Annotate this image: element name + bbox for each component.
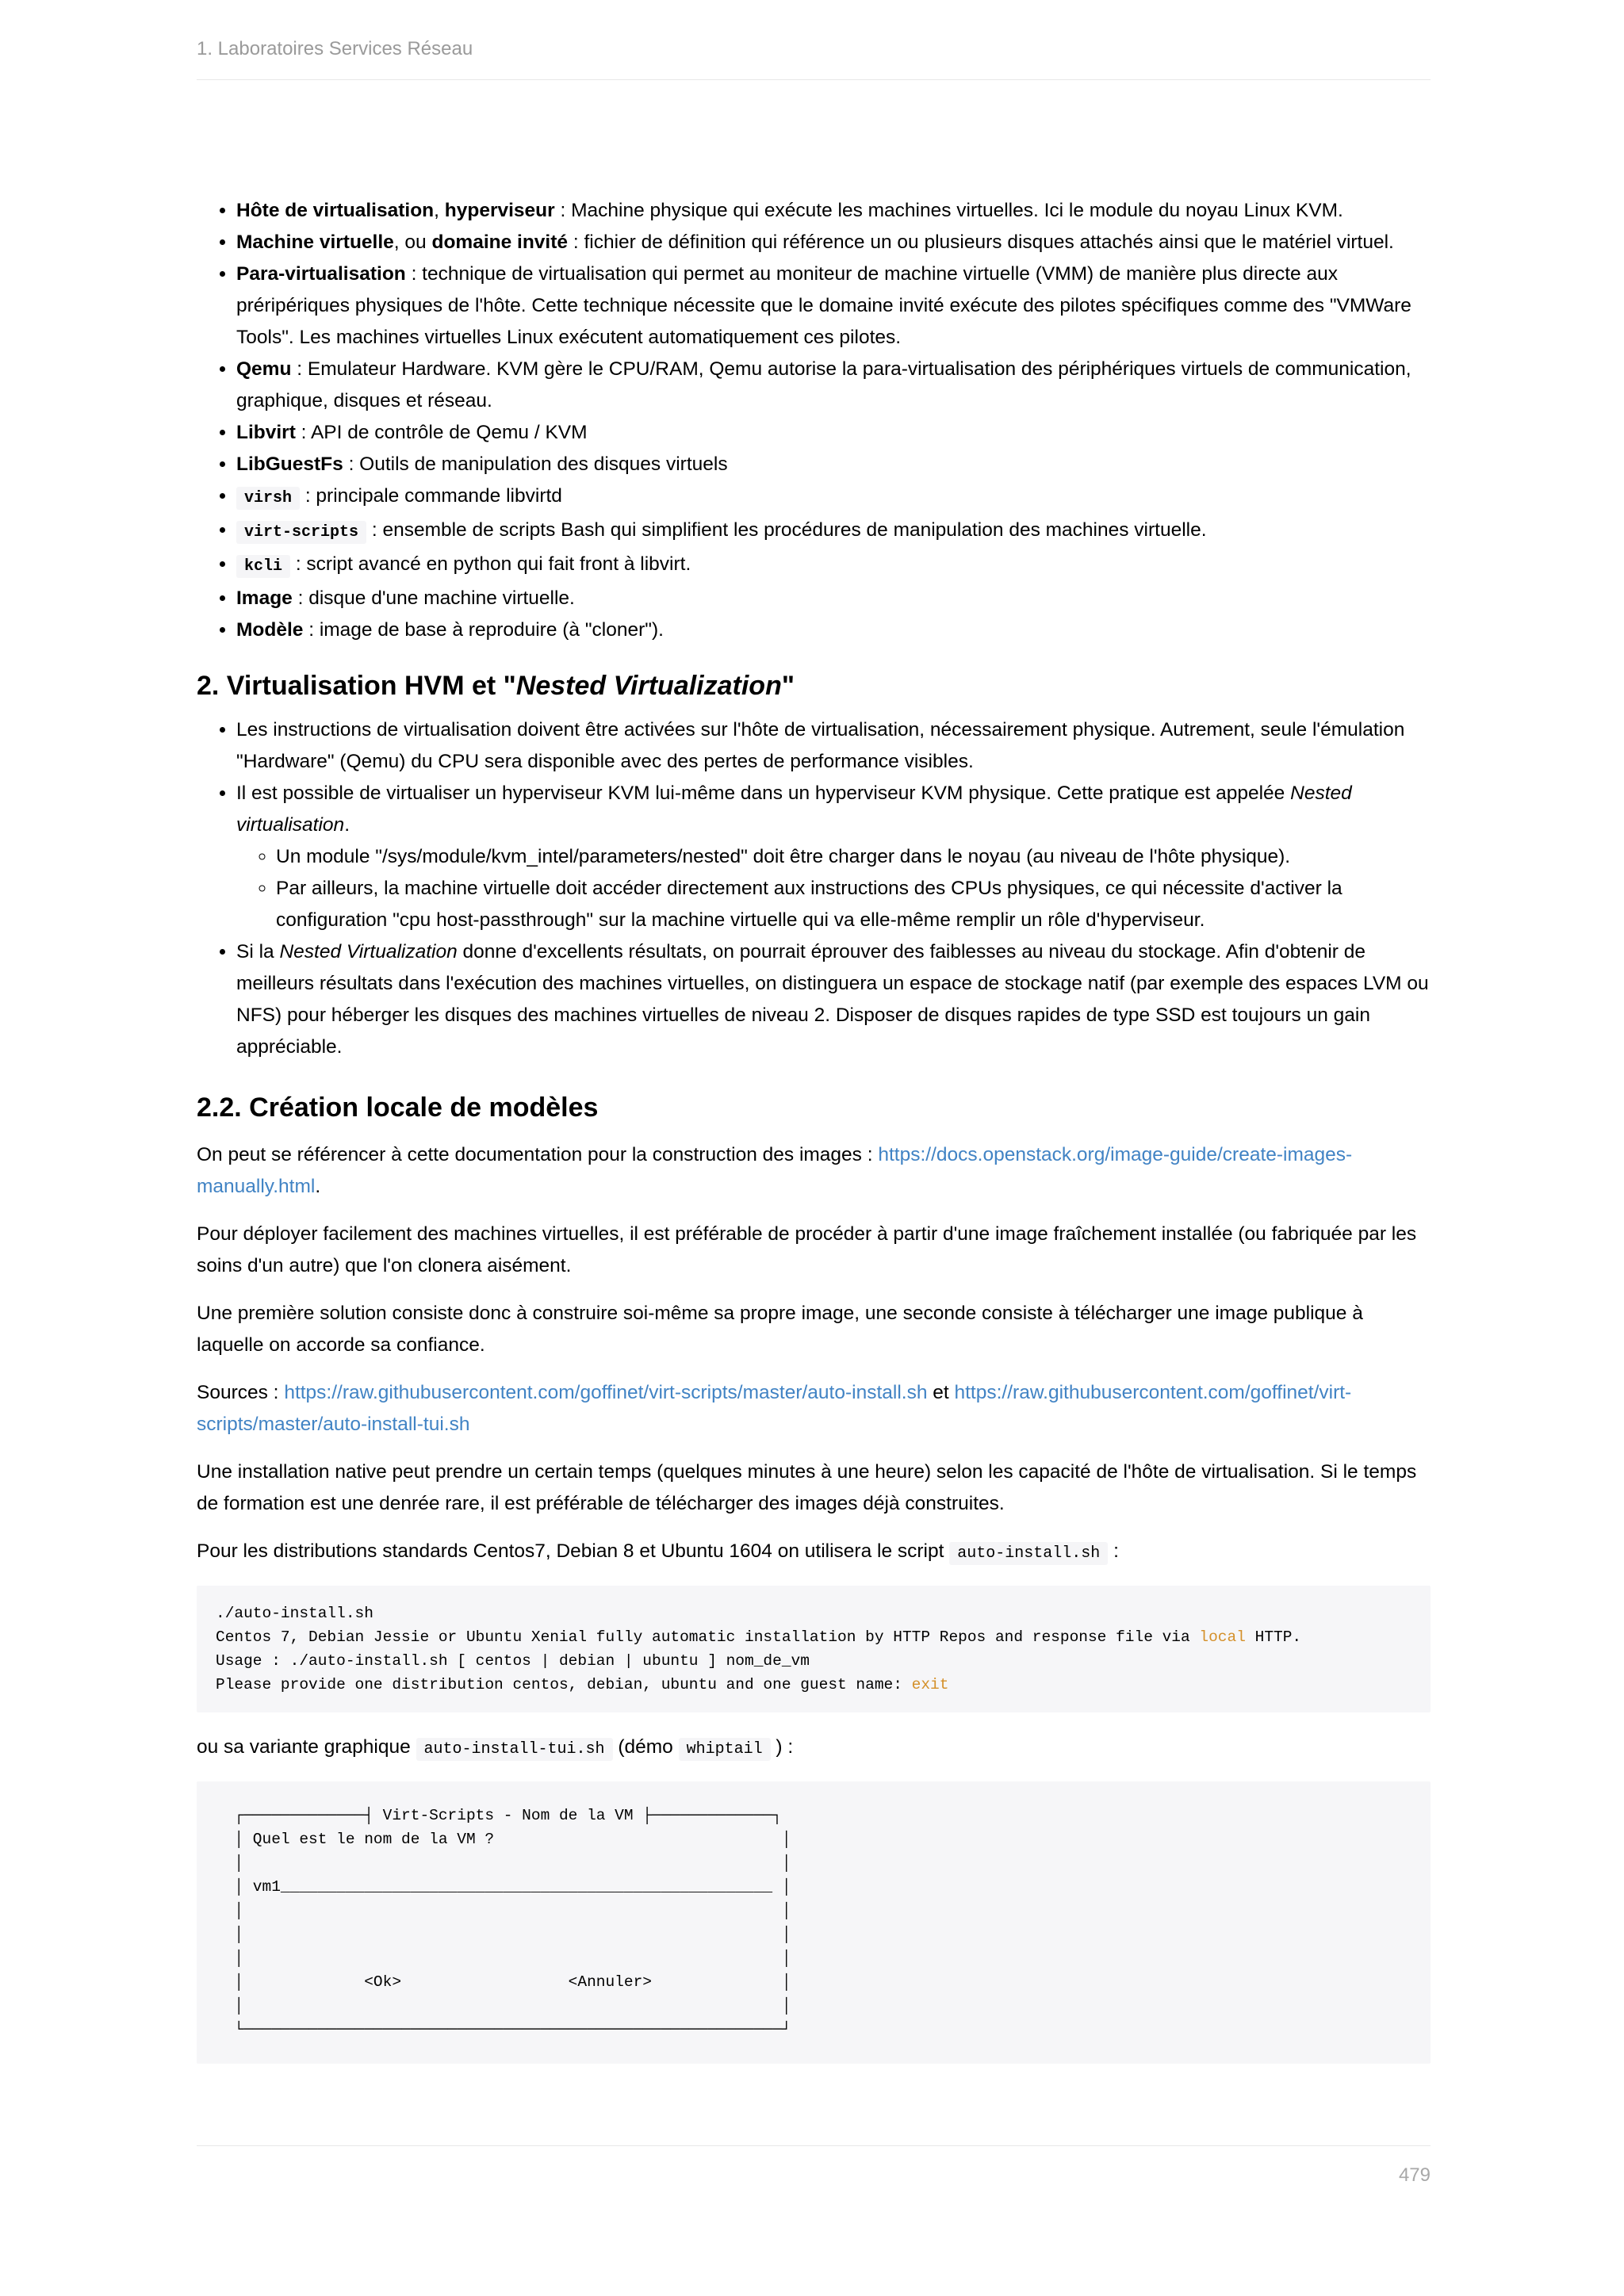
text-run: Il est possible de virtualiser un hyperviseur KVM lui-même dans un hyperviseur KVM physique. Cette pratique est appelée (236, 783, 1291, 804)
hvm-sub-bullet (276, 841, 1431, 873)
inline-code: auto-install.sh (949, 1542, 1108, 1565)
tui-line: │ Quel est le nom de la VM ? │ (216, 1831, 791, 1848)
heading-hvm-suffix: " (781, 671, 795, 701)
text-run: Pour déployer facilement des machines virtuelles, il est préférable de procéder à partir d'une image fraîchement installée (ou fabriquée par les soins d'un autre) que l'on clonera aisément. (197, 1223, 1417, 1276)
code-line (216, 1628, 1301, 1646)
glossary-item (236, 258, 1431, 354)
text-run: Usage : ./auto-install.sh [ centos | debian | ubuntu ] nom_de_vm (216, 1652, 810, 1670)
heading-local-models: 2.2. Création locale de modèles (197, 1093, 599, 1123)
hvm-sub-list (236, 841, 1431, 936)
tui-line: │ │ (216, 1926, 791, 1943)
hvm-bullet (236, 714, 1431, 778)
hvm-bullet (236, 936, 1431, 1063)
text-run: : image de base à reproduire (à "cloner"). (303, 619, 664, 641)
heading-hvm-prefix: 2. Virtualisation HVM et " (197, 671, 516, 701)
text-run: Centos 7, Debian Jessie or Ubuntu Xenial fully automatic installation by HTTP Repos and response file via (216, 1628, 1200, 1646)
text-run: : ensemble de scripts Bash qui simplifient les procédures de manipulation des machines virtuelle. (366, 519, 1207, 541)
text-run: (démo (612, 1736, 679, 1758)
bold-term: Modèle (236, 619, 304, 641)
tui-line: └──────────────────────────────────────────────────────────┘ (216, 2021, 791, 2038)
text-run: ./auto-install.sh (216, 1605, 373, 1622)
inline-code: kcli (236, 555, 290, 578)
page-number: 479 (1398, 2164, 1431, 2186)
text-run: ou sa variante graphique (197, 1736, 416, 1758)
italic-term: Nested Virtualization (279, 941, 458, 962)
hvm-bullet-list (197, 714, 1431, 1063)
text-run: : Outils de manipulation des disques virtuels (343, 453, 728, 475)
tui-line: │ │ (216, 1950, 791, 1967)
text-run: et (927, 1382, 955, 1403)
text-run: Par ailleurs, la machine virtuelle doit accéder directement aux instructions des CPUs physiques, ce qui nécessite d'activer la configuration "cpu host-passthrough" sur la machine virtuelle qui va elle-même remplir un rôle d'hyperviseur. (276, 878, 1342, 931)
text-run: Please provide one distribution centos, debian, ubuntu and one guest name: (216, 1676, 912, 1693)
body-paragraph (197, 1377, 1431, 1441)
page-content (197, 195, 1431, 2083)
glossary-item (236, 354, 1431, 417)
hvm-bullet (236, 778, 1431, 936)
text-run: : disque d'une machine virtuelle. (292, 587, 575, 609)
bold-term: Para-virtualisation (236, 263, 406, 285)
glossary-item (236, 614, 1431, 646)
bold-term: Image (236, 587, 293, 609)
text-run: ) : (770, 1736, 794, 1758)
hyperlink[interactable]: https://docs.openstack.org/image-guide/create-images-manually.html (197, 1144, 1353, 1197)
glossary-item (236, 549, 1431, 583)
tui-line: │ │ (216, 1902, 791, 1919)
hyperlink[interactable]: https://raw.githubusercontent.com/goffinet/virt-scripts/master/auto-install.sh (284, 1382, 928, 1403)
text-run: Un module "/sys/module/kvm_intel/parameters/nested" doit être charger dans le noyau (au niveau de l'hôte physique). (276, 846, 1291, 867)
inline-code: virsh (236, 487, 300, 510)
tui-line: │ │ (216, 1997, 791, 2015)
tui-line: ┌─────────────┤ Virt-Scripts - Nom de la VM ├─────────────┐ (216, 1807, 782, 1824)
glossary-item (236, 480, 1431, 515)
text-run: On peut se référencer à cette documentation pour la construction des images : (197, 1144, 879, 1165)
code-block-auto-install (197, 1586, 1431, 1712)
code-line (216, 1676, 948, 1693)
glossary-item (236, 417, 1431, 449)
bold-term: Hôte de virtualisation (236, 200, 435, 221)
text-run: : script avancé en python qui fait front à libvirt. (290, 553, 691, 575)
body-paragraph (197, 1456, 1431, 1520)
text-run: Pour les distributions standards Centos7, Debian 8 et Ubuntu 1604 on utilisera le script (197, 1540, 950, 1562)
text-run: : API de contrôle de Qemu / KVM (295, 422, 588, 443)
glossary-item (236, 449, 1431, 480)
text-run: Sources : (197, 1382, 285, 1403)
tui-line: │ │ (216, 1854, 791, 1872)
text-run: . (315, 1176, 321, 1197)
text-run: : Emulateur Hardware. KVM gère le CPU/RAM, Qemu autorise la para-virtualisation des périphériques virtuels de communication, graphique, disques et réseau. (236, 358, 1411, 411)
tui-line: │ vm1_____________________________________________________ │ (216, 1878, 791, 1896)
glossary-item (236, 583, 1431, 614)
inline-code: auto-install-tui.sh (416, 1738, 613, 1761)
glossary-item (236, 515, 1431, 549)
glossary-list (197, 195, 1431, 646)
body-paragraph (197, 1139, 1431, 1203)
text-run: Si la (236, 941, 280, 962)
text-run: : fichier de définition qui référence un ou plusieurs disques attachés ainsi que le matériel virtuel. (568, 232, 1394, 253)
hvm-sub-bullet (276, 873, 1431, 936)
text-run: donne d'excellents résultats, on pourrait éprouver des faiblesses au niveau du stockage. Afin d'obtenir de meilleurs résultats dans l'exécution des machines virtuelles, on distinguera un espace de stockage natif (par exemple des espaces LVM ou NFS) pour héberger les disques des machines virtuelles de niveau 2. Disposer de disques rapides de type SSD est toujours un gain appréciable. (236, 941, 1429, 1058)
code-line (216, 1605, 373, 1622)
text-run: HTTP. (1245, 1628, 1302, 1646)
text-run: . (344, 814, 350, 836)
text-run: : technique de virtualisation qui permet au moniteur de machine virtuelle (VMM) de manière plus directe aux préripériques physiques de l'hôte. Cette technique nécessite que le domaine invité exécute des pilotes spécifiques comme des "VMWare Tools". Les machines virtuelles Linux exécutent automatiquement ces pilotes. (236, 263, 1411, 348)
footer-divider (197, 2145, 1431, 2146)
bold-term: Machine virtuelle (236, 232, 394, 253)
text-run: : principale commande libvirtd (300, 485, 562, 507)
text-run: Une première solution consiste donc à construire soi-même sa propre image, une seconde consiste à télécharger une image publique à laquelle on accorde sa confiance. (197, 1303, 1363, 1356)
bold-term: domaine invité (431, 232, 569, 253)
tui-line: │ <Ok> <Annuler> │ (216, 1973, 791, 1991)
text-run: : (1108, 1540, 1119, 1562)
bold-term: Qemu (236, 358, 292, 380)
bold-term: LibGuestFs (236, 453, 343, 475)
hyperlink[interactable]: https://raw.githubusercontent.com/goffinet/virt-scripts/master/auto-install-tui.sh (197, 1382, 1352, 1435)
inline-code: whiptail (679, 1738, 771, 1761)
italic-term: Nested virtualisation (236, 783, 1352, 836)
body-paragraph (197, 1298, 1431, 1361)
heading-hvm-nested (197, 668, 1431, 703)
heading-hvm-italic: Nested Virtualization (515, 671, 782, 701)
header-divider (197, 79, 1431, 80)
inline-code: virt-scripts (236, 521, 366, 544)
body-paragraph (197, 1219, 1431, 1282)
glossary-item (236, 227, 1431, 258)
text-run: Une installation native peut prendre un certain temps (quelques minutes à une heure) selon les capacité de l'hôte de virtualisation. Si le temps de formation est une denrée rare, il est préférable de télécharger des images déjà construites. (197, 1461, 1417, 1514)
code-keyword: exit (911, 1676, 949, 1693)
text-run: , ou (393, 232, 432, 253)
body-paragraph (197, 1536, 1431, 1570)
code-keyword: local (1199, 1628, 1246, 1646)
text-run: , (434, 200, 445, 221)
text-run: Les instructions de virtualisation doivent être activées sur l'hôte de virtualisation, nécessairement physique. Autrement, seule l'émulation "Hardware" (Qemu) du CPU sera disponible avec des pertes de performance visibles. (236, 719, 1405, 772)
code-line (216, 1652, 810, 1670)
variant-paragraph (197, 1732, 1431, 1766)
glossary-item (236, 195, 1431, 227)
running-header: 1. Laboratoires Services Réseau (197, 38, 473, 59)
models-paragraphs (197, 1139, 1431, 1570)
bold-term: hyperviseur (444, 200, 555, 221)
text-run: : Machine physique qui exécute les machines virtuelles. Ici le module du noyau Linux KVM. (554, 200, 1343, 221)
code-block-whiptail-dialog (197, 1781, 1431, 2064)
bold-term: Libvirt (236, 422, 296, 443)
